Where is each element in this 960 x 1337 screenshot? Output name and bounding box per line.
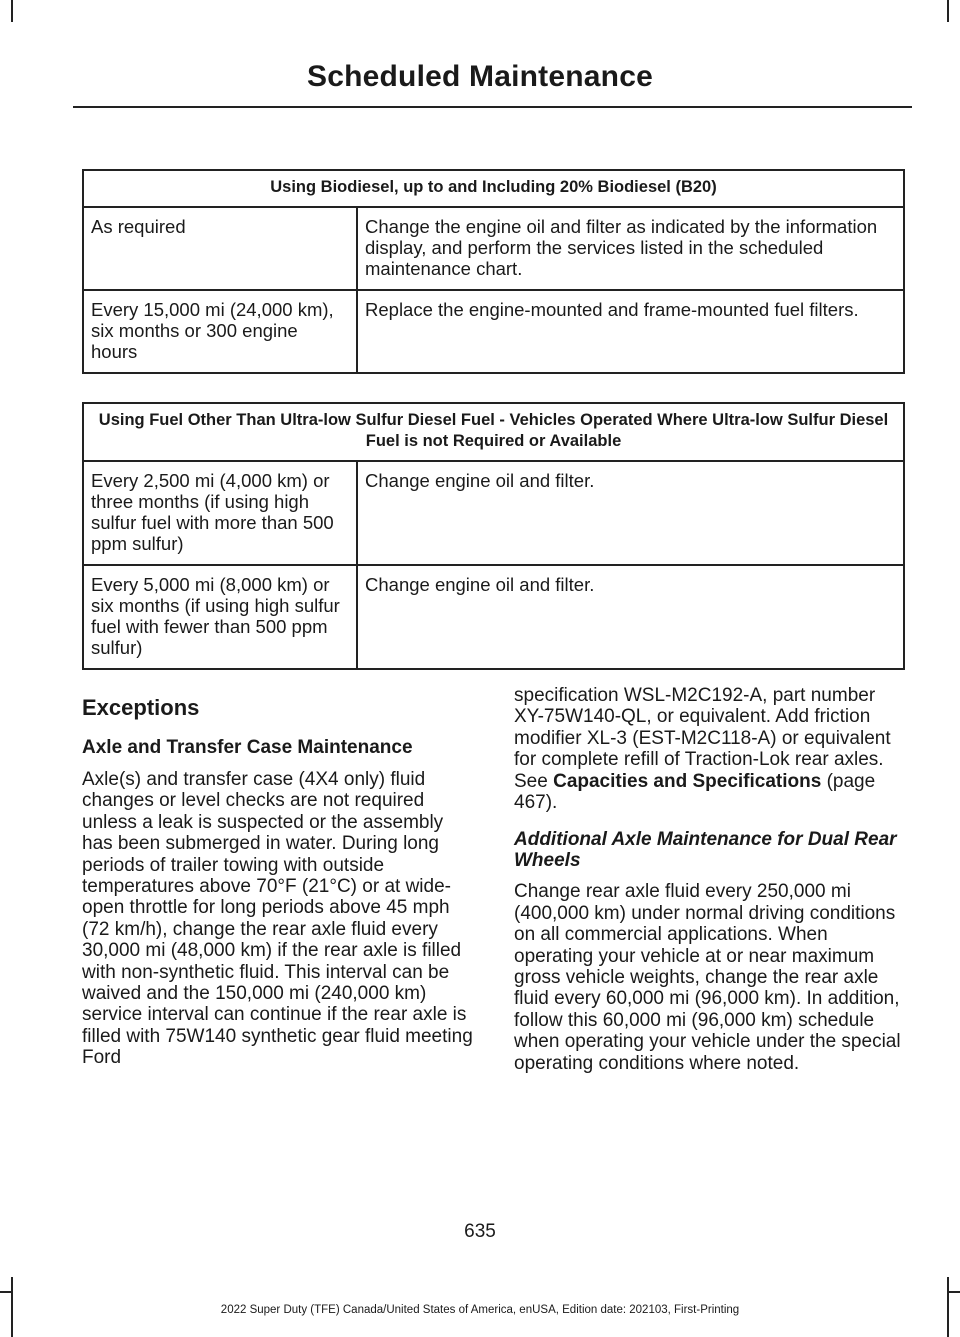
capacities-link[interactable]: Capacities and Specifications xyxy=(553,770,822,792)
footer-edition-info: 2022 Super Duty (TFE) Canada/United States of America, enUSA, Edition date: 202103, First-Printing xyxy=(220,1304,740,1316)
table-title: Using Fuel Other Than Ultra-low Sulfur Diesel Fuel - Vehicles Operated Where Ultra-low Sulfur Diesel Fuel is not Required or Available xyxy=(83,403,904,461)
crop-mark xyxy=(947,0,949,22)
crop-mark xyxy=(11,0,13,22)
right-column xyxy=(514,685,906,1074)
interval-cell: Every 5,000 mi (8,000 km) or six months (if using high sulfur fuel with fewer than 500 ppm sulfur) xyxy=(83,565,357,669)
table-row xyxy=(83,207,904,290)
table-title: Using Biodiesel, up to and Including 20% Biodiesel (B20) xyxy=(83,170,904,207)
other-fuel-maintenance-table xyxy=(82,402,905,670)
axle-paragraph-part-1 xyxy=(82,769,474,1069)
left-column xyxy=(82,685,474,1069)
action-cell: Change the engine oil and filter as indicated by the information display, and perform the services listed in the scheduled maintenance chart. xyxy=(357,207,904,290)
table-row xyxy=(83,290,904,373)
axle-paragraph-part-2 xyxy=(514,685,906,813)
interval-cell: Every 2,500 mi (4,000 km) or three months (if using high sulfur fuel with more than 500 ppm sulfur) xyxy=(83,461,357,565)
table-row xyxy=(83,565,904,669)
page-reference: (page 467). xyxy=(514,770,876,814)
interval-cell: Every 15,000 mi (24,000 km), six months or 300 engine hours xyxy=(83,290,357,373)
biodiesel-maintenance-table xyxy=(82,169,905,374)
crop-mark xyxy=(949,1291,960,1293)
axle-text-left: Axle(s) and transfer case (4X4 only) fluid changes or level checks are not required unless a leak is suspected or the assembly has been submerged in water. During long periods of trailer towing with outside temperatures above 70°F (21°C) or at wide-open throttle for long periods above 45 mph (72 km/h), change the rear axle fluid every 30,000 mi (48,000 km) if the rear axle is filled with non-synthetic fluid. This interval can be waived and the 150,000 mi (240,000 km) service interval can continue if the rear axle is filled with 75W140 synthetic gear fluid meeting Ford xyxy=(82,769,473,1069)
dual-wheels-paragraph: Change rear axle fluid every 250,000 mi (400,000 km) under normal driving conditions on all commercial applications. When operating your vehicle at or near maximum gross vehicle weights, change the rear axle fluid every 60,000 mi (96,000 km). In addition, follow this 60,000 mi (96,000 km) schedule when operating your vehicle under the special operating conditions where noted. xyxy=(514,881,901,1074)
crop-mark xyxy=(0,1291,11,1293)
header-divider xyxy=(73,106,912,108)
axle-text-right: specification WSL-M2C192-A, part number XY-75W140-QL, or equivalent. Add friction modifier XL-3 (EST-M2C118-A) or equivalent for complete refill of Traction-Lok rear axles. See xyxy=(514,685,891,792)
subsection-heading: Axle and Transfer Case Maintenance xyxy=(82,737,413,758)
action-cell: Replace the engine-mounted and frame-mounted fuel filters. xyxy=(357,290,904,373)
subsection-heading: Additional Axle Maintenance for Dual Rear Wheels xyxy=(514,829,897,872)
section-heading: Exceptions xyxy=(82,695,200,720)
interval-cell: As required xyxy=(83,207,357,290)
action-cell: Change engine oil and filter. xyxy=(357,565,904,669)
page-title: Scheduled Maintenance xyxy=(307,60,653,93)
table-row xyxy=(83,461,904,565)
action-cell: Change engine oil and filter. xyxy=(357,461,904,565)
page-number: 635 xyxy=(464,1221,496,1242)
